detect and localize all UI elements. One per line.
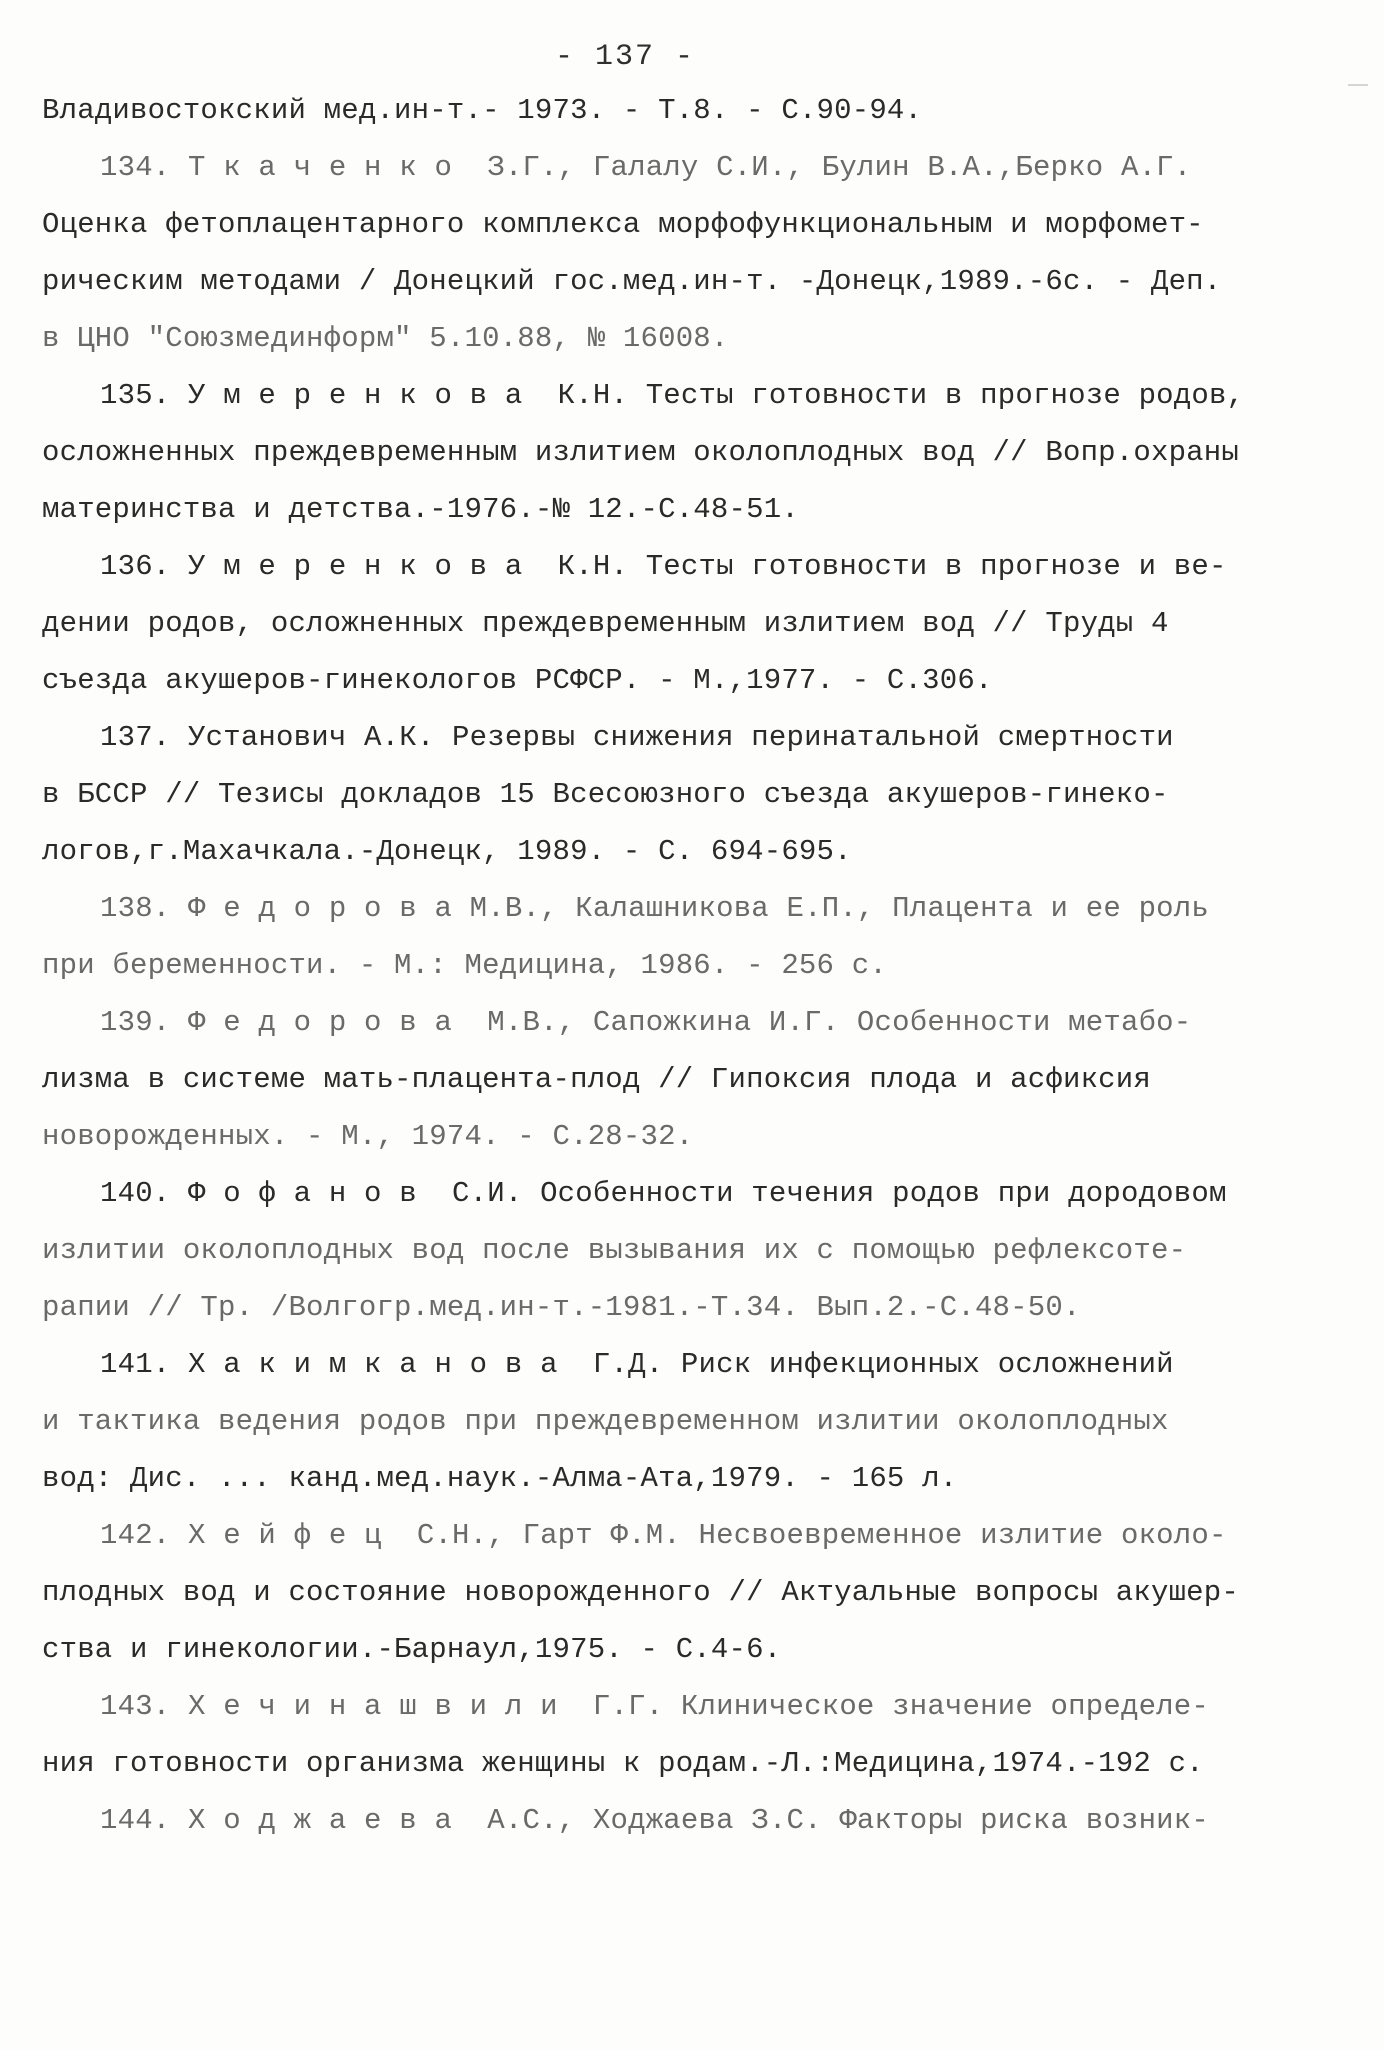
bibliography-entry-start: 143. Х е ч и н а ш в и л и Г.Г. Клиническое значение определе- [100,1690,1209,1723]
bibliography-entry-start: 136. У м е р е н к о в а К.Н. Тесты готовности в прогнозе и ве- [100,550,1227,583]
bibliography-entry-line: плодных вод и состояние новорожденного // Актуальные вопросы акушер- [42,1576,1239,1609]
bibliography-entry-start: 139. Ф е д о р о в а М.В., Сапожкина И.Г. Особенности метабо- [100,1006,1192,1039]
bibliography-entry-line: Владивостокский мед.ин-т.- 1973. - Т.8. - С.90-94. [42,94,923,127]
bibliography-entry-line: материнства и детства.-1976.-№ 12.-С.48-51. [42,493,799,526]
bibliography-entry-line: лизма в системе мать-плацента-плод // Гипоксия плода и асфиксия [42,1063,1151,1096]
bibliography-entry-line: логов,г.Махачкала.-Донецк, 1989. - С. 694-695. [42,835,852,868]
bibliography-entry-line: ства и гинекологии.-Барнаул,1975. - С.4-6. [42,1633,782,1666]
bibliography-entry-line: излитии околоплодных вод после вызывания их с помощью рефлексоте- [42,1234,1187,1267]
bibliography-entry-line: и тактика ведения родов при преждевременном излитии околоплодных [42,1405,1169,1438]
bibliography-entry-line: Оценка фетоплацентарного комплекса морфофункциональным и морфомет- [42,208,1204,241]
bibliography-entry-line: рическим методами / Донецкий гос.мед.ин-т. -Донецк,1989.-6с. - Деп. [42,265,1222,298]
bibliography-entry-start: 138. Ф е д о р о в а М.В., Калашникова Е.П., Плацента и ее роль [100,892,1209,925]
bibliography-entry-start: 137. Установич А.К. Резервы снижения перинатальной смертности [100,721,1174,754]
bibliography-entry-line: дении родов, осложненных преждевременным излитием вод // Труды 4 [42,607,1169,640]
bibliography-entry-start: 144. Х о д ж а е в а А.С., Ходжаева З.С. Факторы риска возник- [100,1804,1209,1837]
bibliography-entry-start: 134. Т к а ч е н к о З.Г., Галалу С.И., Булин В.А.,Берко А.Г. [100,151,1192,184]
bibliography-list [42,82,1342,1849]
bibliography-entry-line: в ЦНО "Союзмединформ" 5.10.88, № 16008. [42,322,729,355]
bibliography-entry-start: 141. Х а к и м к а н о в а Г.Д. Риск инфекционных осложнений [100,1348,1174,1381]
bibliography-entry-line: при беременности. - М.: Медицина, 1986. - 256 с. [42,949,887,982]
bibliography-entry-line: новорожденных. - М., 1974. - С.28-32. [42,1120,694,1153]
page-number: - 137 - [554,40,696,74]
margin-mark [1348,84,1368,86]
bibliography-entry-line: рапии // Тр. /Волгогр.мед.ин-т.-1981.-Т.34. Вып.2.-С.48-50. [42,1291,1081,1324]
bibliography-entry-line: съезда акушеров-гинекологов РСФСР. - М.,1977. - С.306. [42,664,993,697]
bibliography-entry-line: ния готовности организма женщины к родам.-Л.:Медицина,1974.-192 с. [42,1747,1204,1780]
bibliography-entry-start: 142. Х е й ф е ц С.Н., Гарт Ф.М. Несвоевременное излитие около- [100,1519,1227,1552]
bibliography-entry-line: вод: Дис. ... канд.мед.наук.-Алма-Ата,1979. - 165 л. [42,1462,958,1495]
bibliography-entry-line: осложненных преждевременным излитием околоплодных вод // Вопр.охраны [42,436,1239,469]
bibliography-entry-start: 135. У м е р е н к о в а К.Н. Тесты готовности в прогнозе родов, [100,379,1245,412]
bibliography-entry-line: в БССР // Тезисы докладов 15 Всесоюзного съезда акушеров-гинеко- [42,778,1169,811]
bibliography-entry-start: 140. Ф о ф а н о в С.И. Особенности течения родов при дородовом [100,1177,1227,1210]
